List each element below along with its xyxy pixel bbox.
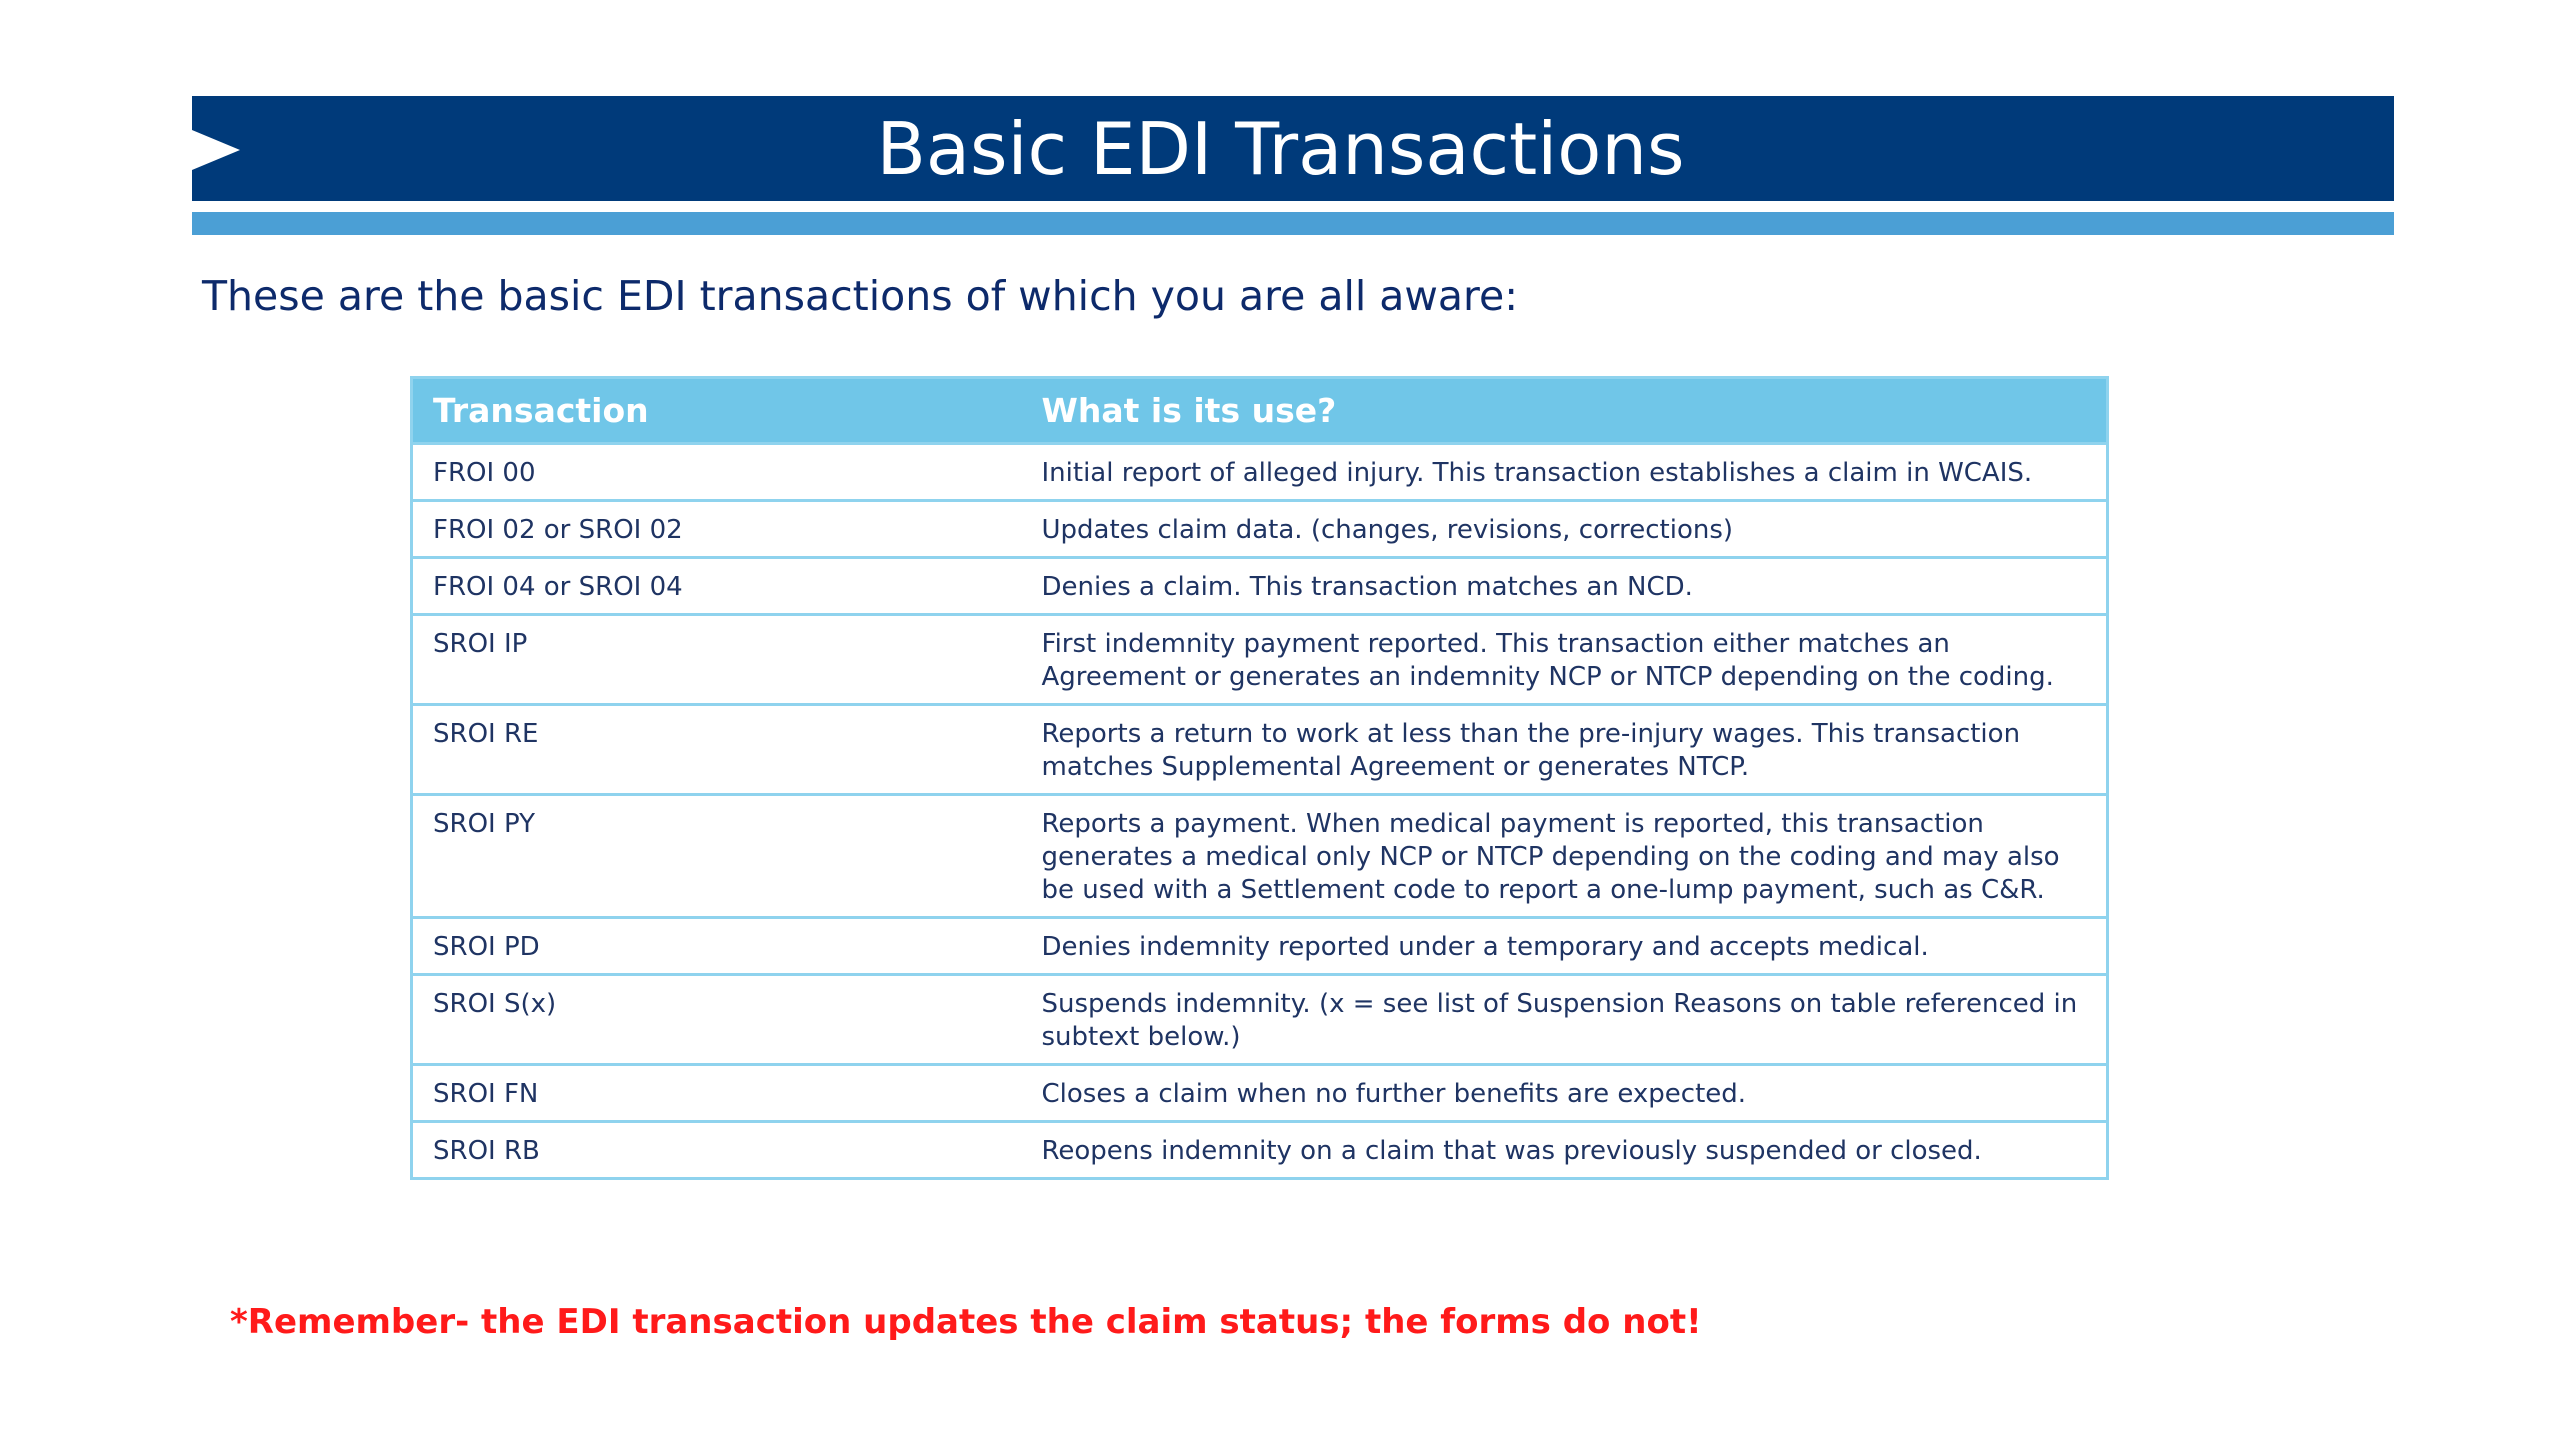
table-row bbox=[412, 615, 2108, 705]
use-cell: Closes a claim when no further benefits are expected. bbox=[1022, 1065, 2108, 1122]
use-cell: Reports a return to work at less than the pre-injury wages. This transaction matches Supplemental Agreement or generates NTCP. bbox=[1022, 705, 2108, 795]
table-row bbox=[412, 501, 2108, 558]
column-header-use: What is its use? bbox=[1022, 378, 2108, 444]
use-cell: Denies a claim. This transaction matches an NCD. bbox=[1022, 558, 2108, 615]
chevron-right-icon bbox=[192, 130, 240, 170]
table-row bbox=[412, 444, 2108, 501]
transaction-cell: SROI RE bbox=[412, 705, 1022, 795]
table-header-row bbox=[412, 378, 2108, 444]
column-header-transaction: Transaction bbox=[412, 378, 1022, 444]
slide-title: Basic EDI Transactions bbox=[876, 106, 1685, 191]
transaction-cell: FROI 02 or SROI 02 bbox=[412, 501, 1022, 558]
title-bar bbox=[192, 96, 2394, 201]
transaction-cell: SROI IP bbox=[412, 615, 1022, 705]
transaction-cell: FROI 00 bbox=[412, 444, 1022, 501]
transaction-cell: FROI 04 or SROI 04 bbox=[412, 558, 1022, 615]
table-row bbox=[412, 705, 2108, 795]
use-cell: Initial report of alleged injury. This transaction establishes a claim in WCAIS. bbox=[1022, 444, 2108, 501]
transaction-cell: SROI S(x) bbox=[412, 975, 1022, 1065]
use-cell: Updates claim data. (changes, revisions, corrections) bbox=[1022, 501, 2108, 558]
table-row bbox=[412, 918, 2108, 975]
transaction-cell: SROI PY bbox=[412, 795, 1022, 918]
use-cell: Reopens indemnity on a claim that was previously suspended or closed. bbox=[1022, 1122, 2108, 1179]
table-row bbox=[412, 558, 2108, 615]
table-row bbox=[412, 1065, 2108, 1122]
table-row bbox=[412, 975, 2108, 1065]
use-cell: First indemnity payment reported. This transaction either matches an Agreement or generates an indemnity NCP or NTCP depending on the coding. bbox=[1022, 615, 2108, 705]
transaction-cell: SROI PD bbox=[412, 918, 1022, 975]
use-cell: Denies indemnity reported under a temporary and accepts medical. bbox=[1022, 918, 2108, 975]
table-row bbox=[412, 1122, 2108, 1179]
reminder-note: *Remember- the EDI transaction updates the claim status; the forms do not! bbox=[230, 1302, 1702, 1342]
accent-bar bbox=[192, 212, 2394, 235]
transaction-cell: SROI RB bbox=[412, 1122, 1022, 1179]
use-cell: Suspends indemnity. (x = see list of Suspension Reasons on table referenced in subtext below.) bbox=[1022, 975, 2108, 1065]
edi-transactions-table bbox=[410, 376, 2109, 1180]
transaction-cell: SROI FN bbox=[412, 1065, 1022, 1122]
use-cell: Reports a payment. When medical payment is reported, this transaction generates a medical only NCP or NTCP depending on the coding and may also be used with a Settlement code to report a one-lump payment, such as C&R. bbox=[1022, 795, 2108, 918]
table-row bbox=[412, 795, 2108, 918]
slide-subtitle: These are the basic EDI transactions of which you are all aware: bbox=[202, 272, 1519, 320]
